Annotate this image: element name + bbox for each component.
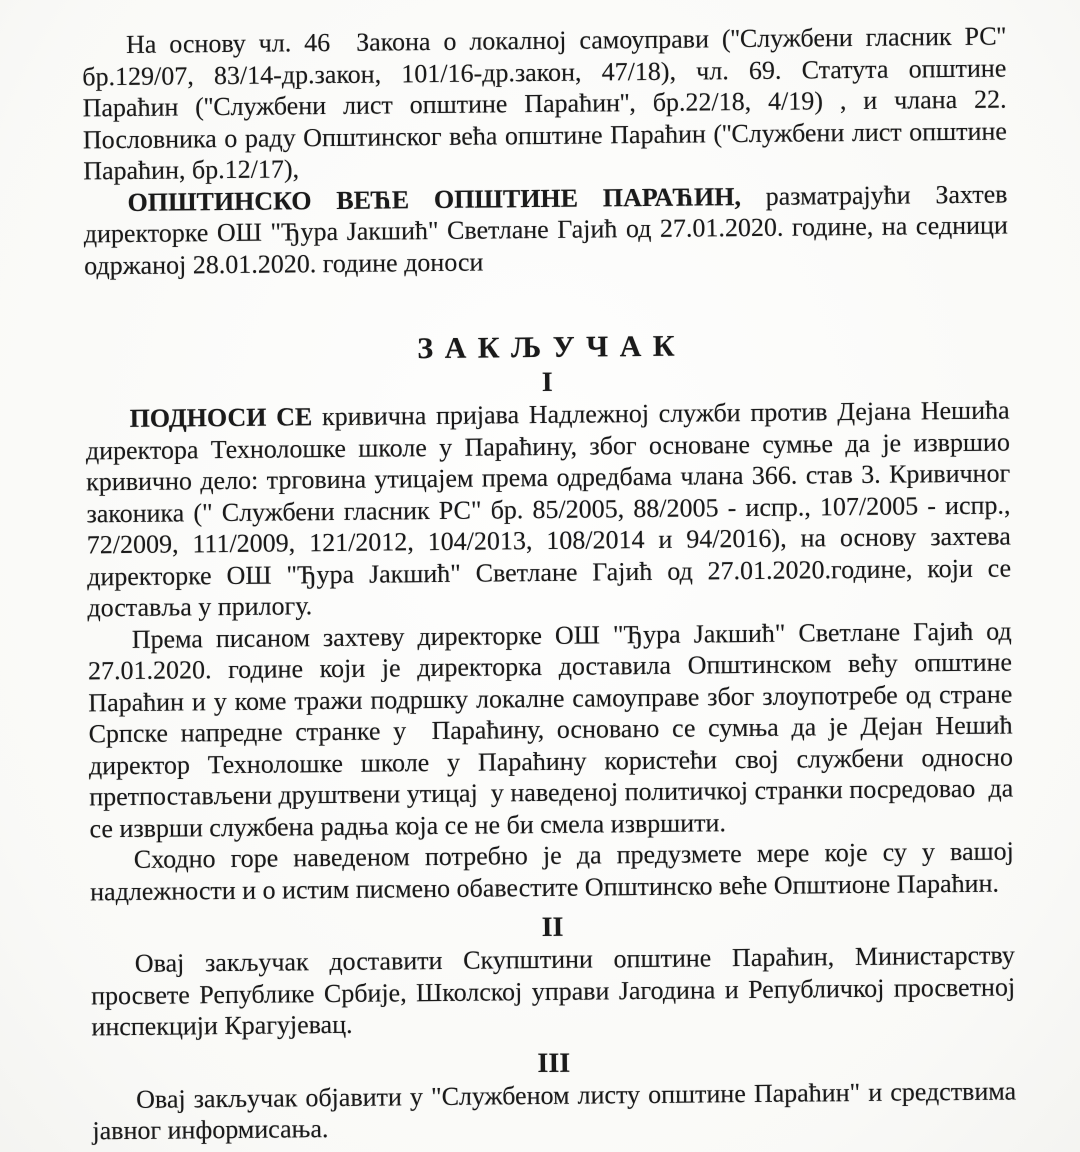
paragraph-section-3 bbox=[92, 1075, 1023, 1147]
paragraph-council-preamble-text: разматрајући Захтев директорке ОШ "Ђура Јакшић" Светлане Гајић од 27.01.2020. године, на седници одржаној 28.01.2020. године доноси bbox=[83, 178, 1015, 280]
paragraph-section-1-text: кривична пријава Надлежној служби против Дејана Нешића директора Технолошке школе у Параћину, због основане сумње да је извршио кривично дело: трговина утицајем према одредбама члана 366. став 3. Кривичног законика (" Службени гласник РС" бр. 85/2005, 88/2005 - испр., 107/2005 - испр., 72/2009, 111/2009, 121/2012, 104/2013, 108/2014 и 94/2016), на основу захтева директорке ОШ "Ђура Јакшић" Светлане Гајић од 27.01.2020.године, који се доставља у прилогу. bbox=[85, 395, 1018, 623]
paragraph-request-details-text: Према писаном захтеву директорке ОШ "Ђура Јакшић" Светлане Гајић од 27.01.2020. године који је директорка доставила Општинском већу општине Параћин и у коме тражи подршку локалне самоуправе због злоупотребе од стране Српске напредне странке у Параћину, основано се сумња да је Дејан Нешић директор Технолошке школе у Параћину користећи свој службени односно претпостављени друштвени утицај у наведеној политичкој странки посредовао да се изврши службена радња која се не би смела извршити. bbox=[87, 615, 1020, 843]
paragraph-section-2 bbox=[91, 939, 1022, 1042]
paragraph-measures-text: Сходно горе наведеном потребно је да предузмете мере које су у вашој надлежности и о истим писмено обавестите Општинско веће Општионе Параћин. bbox=[90, 836, 1021, 906]
section-numeral-i: I bbox=[541, 366, 553, 398]
document-title: З А К Љ У Ч А К bbox=[417, 329, 677, 366]
council-name-bold: ОПШТИНСКО ВЕЋЕ ОПШТИНЕ ПАРАЋИН, bbox=[127, 181, 742, 217]
paragraph-section-1 bbox=[85, 394, 1018, 623]
paragraph-legal-basis bbox=[82, 21, 1014, 187]
podnosi-se-bold: ПОДНОСИ СЕ bbox=[129, 402, 313, 433]
section-numeral-iii: III bbox=[537, 1047, 571, 1079]
paragraph-section-2-text: Овај закључак доставити Скупштини општине Параћин, Министарству просвете Републике Србије, Школској управи Јагодина и Републичкој просветној инспекцији Крагујевац. bbox=[91, 940, 1022, 1042]
section-numeral-ii: II bbox=[541, 911, 564, 944]
paragraph-council-preamble bbox=[83, 178, 1015, 281]
paragraph-section-3-text: Овај закључак објавити у "Службеном листу општине Параћин" и средствима јавног информисања. bbox=[92, 1075, 1023, 1146]
paragraph-request-details bbox=[87, 615, 1020, 844]
paragraph-legal-basis-text: На основу чл. 46 Закона о локалној самоуправи (''Службени гласник РС'' бр.129/07, 83/14-др.закон, 101/16-др.закон, 47/18), чл. 69. Статута општине Параћин (''Службени лист општине Параћин'', бр.22/18, 4/19) , и члана 22. Пословника о раду Општинског већа општине Параћин (''Службени лист општине Параћин, бр.12/17), bbox=[82, 21, 1014, 186]
paragraph-measures bbox=[90, 835, 1021, 907]
